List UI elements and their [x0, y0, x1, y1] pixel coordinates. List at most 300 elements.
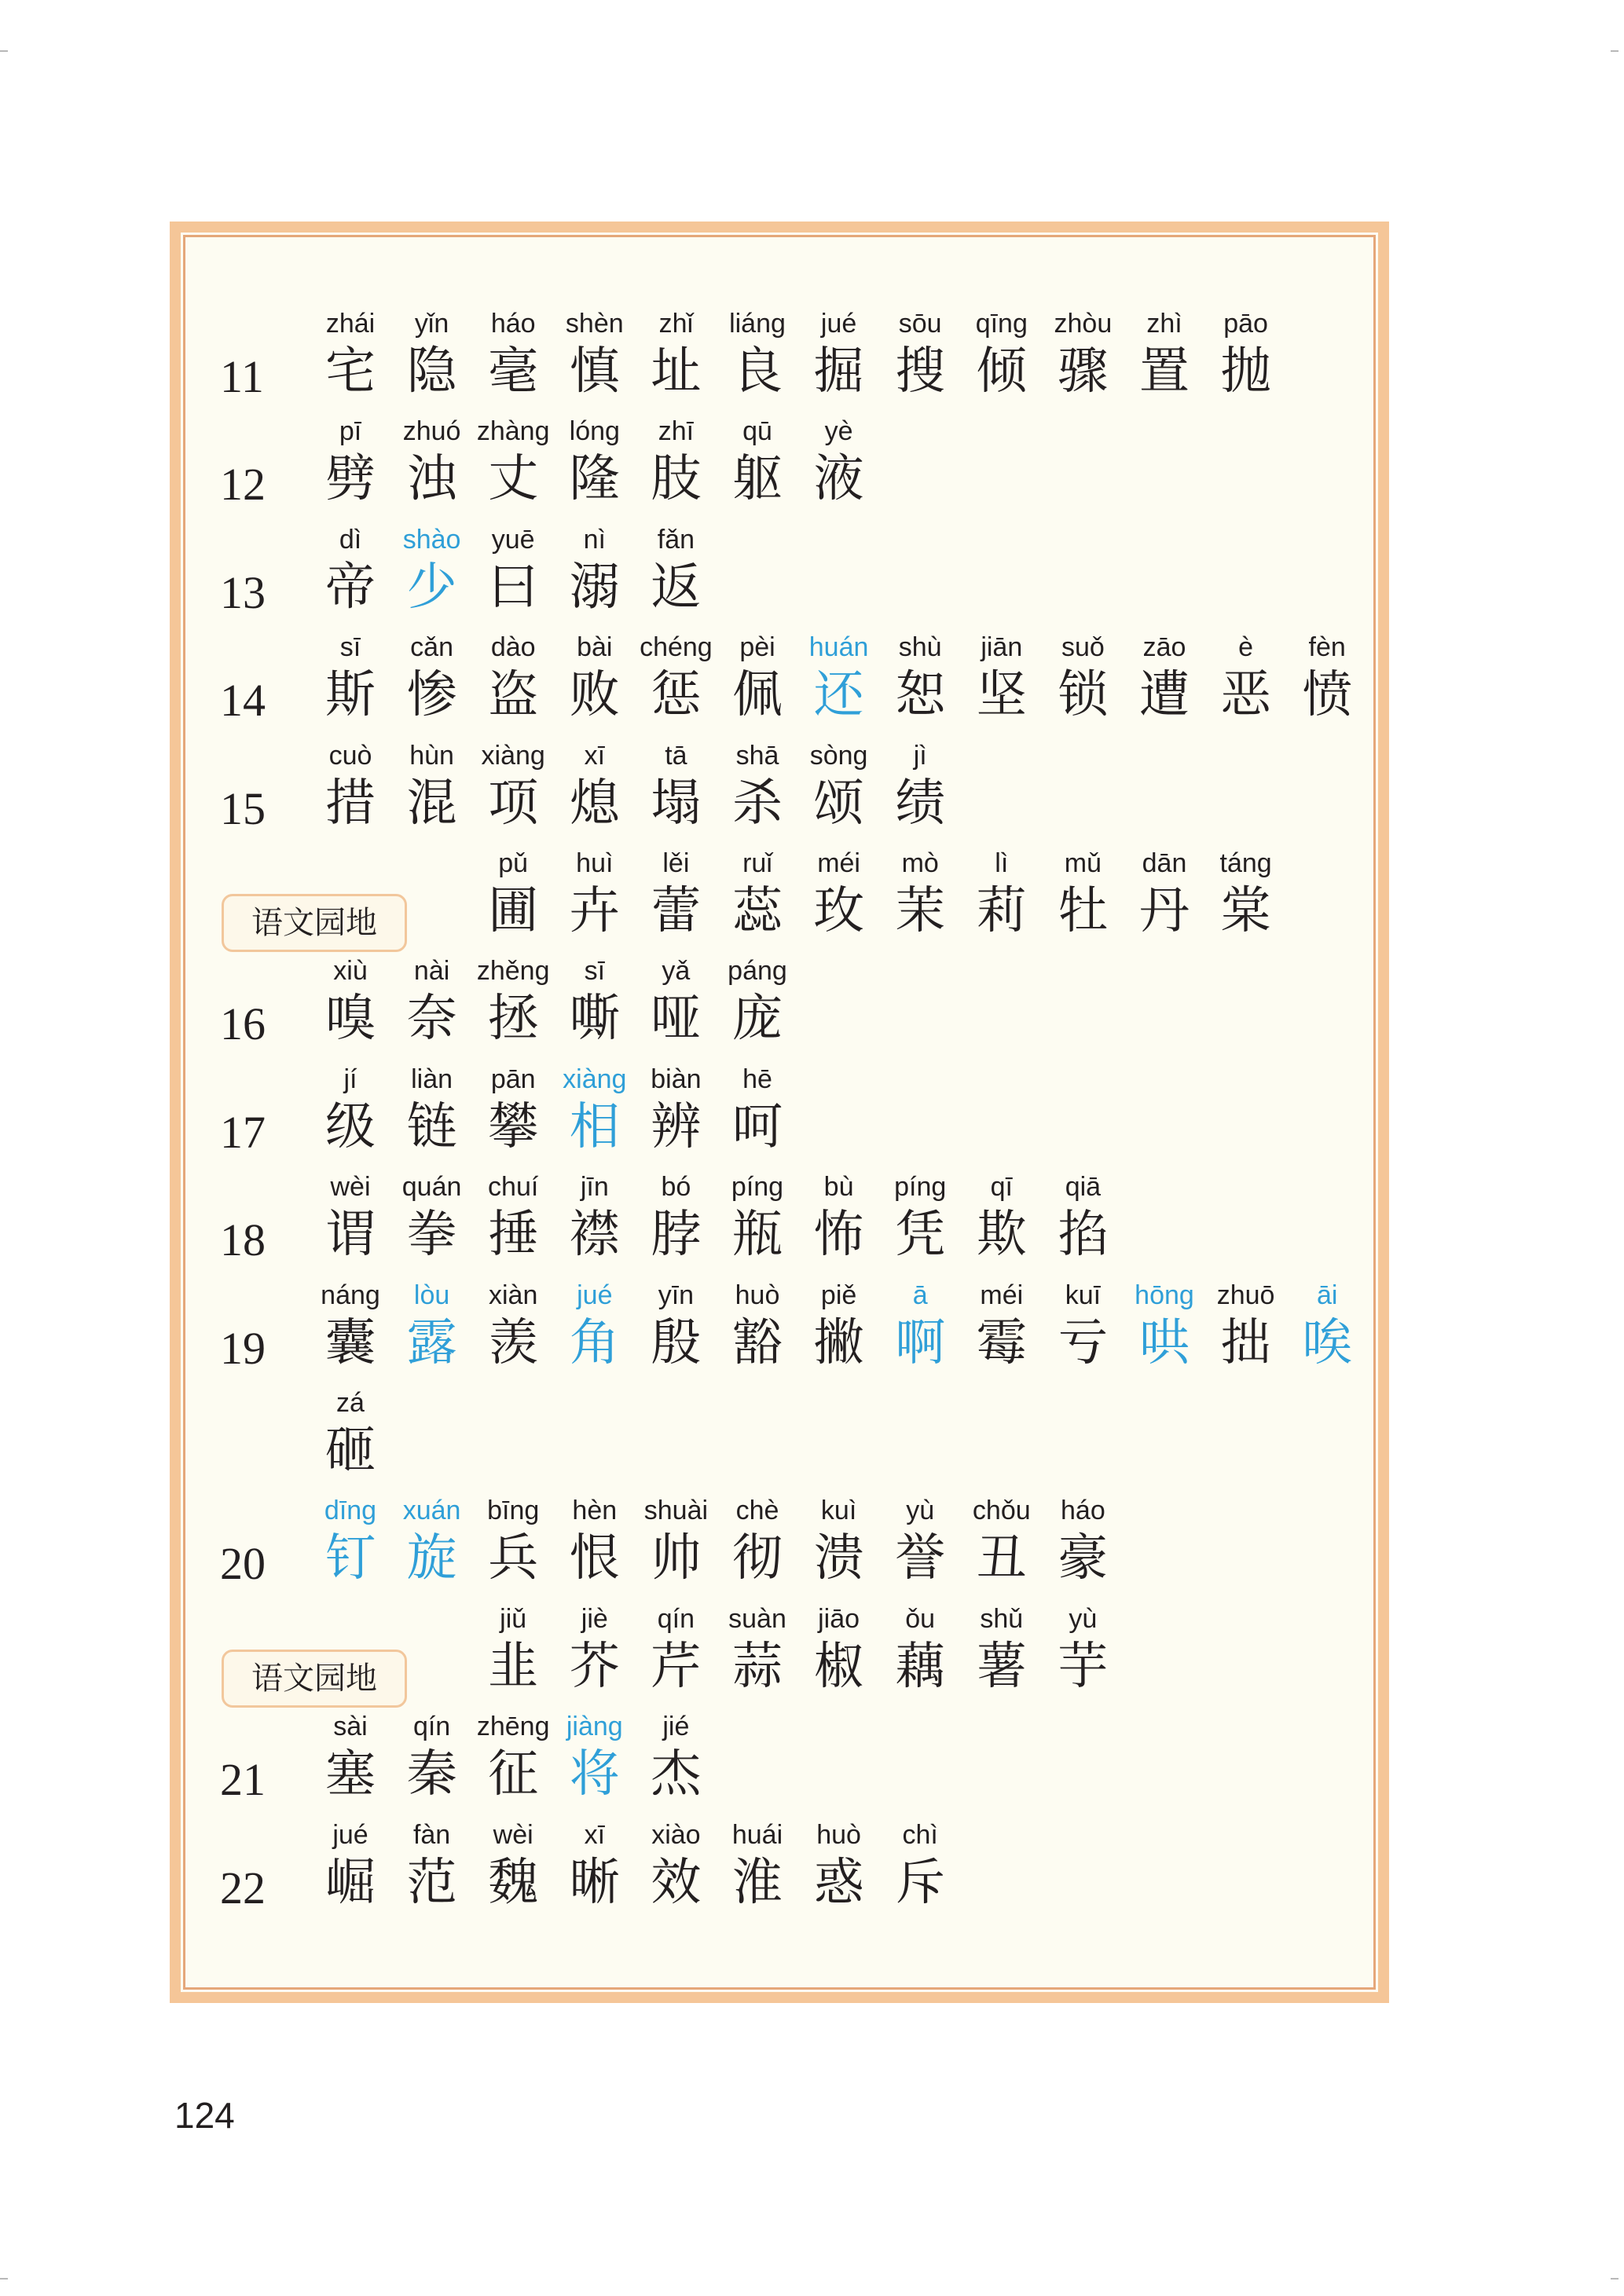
pinyin: jiāo: [818, 1603, 860, 1634]
pinyin: yǐn: [414, 309, 449, 339]
pinyin: xuán: [402, 1496, 461, 1526]
hanzi: 骤: [1058, 342, 1109, 401]
character: [310, 1817, 391, 1924]
hanzi: 熄: [569, 774, 620, 833]
pinyin: jié: [662, 1712, 690, 1742]
hanzi: 相: [569, 1097, 620, 1156]
character: [1042, 1601, 1124, 1708]
pinyin: páng: [728, 956, 787, 987]
hanzi: 哑: [651, 990, 702, 1049]
hanzi: 怖: [813, 1206, 864, 1265]
hanzi: 撇: [813, 1313, 864, 1372]
hanzi: 混: [406, 774, 457, 833]
pinyin: huì: [576, 848, 614, 878]
hanzi: 魏: [488, 1853, 539, 1912]
hanzi: 恨: [569, 1529, 620, 1588]
pinyin: xiào: [651, 1819, 701, 1850]
character: [635, 413, 717, 521]
character: [310, 953, 391, 1060]
polyphonic-character: [310, 1492, 391, 1600]
pinyin: jué: [332, 1819, 368, 1850]
pinyin: qín: [412, 1712, 451, 1742]
pinyin: huái: [731, 1819, 783, 1850]
hanzi: 颂: [813, 774, 864, 833]
hanzi: 嘶: [569, 990, 620, 1049]
pinyin: zhěng: [476, 956, 550, 987]
hanzi: 链: [406, 1097, 457, 1156]
pinyin: dì: [339, 524, 362, 555]
hanzi: 斯: [325, 666, 376, 725]
hanzi: 坚: [976, 666, 1027, 725]
pinyin: pāo: [1223, 309, 1268, 339]
hanzi: 牡: [1058, 882, 1109, 940]
hanzi: 淮: [732, 1853, 783, 1912]
hanzi: 恕: [895, 666, 946, 725]
hanzi: 兵: [488, 1529, 539, 1588]
hanzi: 愤: [1302, 666, 1353, 725]
character: [798, 306, 880, 413]
character: [1124, 306, 1205, 413]
character: [717, 1169, 798, 1276]
hanzi: 呵: [732, 1097, 783, 1156]
pinyin: sài: [333, 1712, 368, 1742]
character: [554, 1601, 636, 1708]
pinyin: shuài: [643, 1496, 709, 1526]
pinyin: chuí: [488, 1172, 539, 1203]
hanzi: 芹: [651, 1637, 702, 1696]
hanzi: 惩: [651, 666, 702, 725]
pinyin: ruǐ: [742, 848, 772, 878]
pinyin: āi: [1316, 1280, 1338, 1310]
pinyin: zhì: [1146, 309, 1182, 339]
pinyin: náng: [321, 1280, 380, 1310]
hanzi: 级: [325, 1097, 376, 1156]
hanzi: 彻: [732, 1529, 783, 1588]
hanzi: 丹: [1139, 882, 1190, 940]
pinyin: quán: [401, 1172, 462, 1203]
pinyin: jué: [577, 1280, 613, 1310]
character: [1042, 845, 1124, 953]
pinyin: fèn: [1308, 632, 1346, 663]
character: [635, 306, 717, 413]
pinyin: pèi: [739, 632, 775, 663]
hanzi: 隆: [569, 450, 620, 509]
character: [717, 738, 798, 845]
lesson-number: 19: [220, 1322, 266, 1374]
character: [472, 1277, 554, 1385]
character: [310, 1277, 391, 1385]
hanzi: 宅: [325, 342, 376, 401]
character: [717, 306, 798, 413]
character: [961, 845, 1043, 953]
character: [961, 1169, 1043, 1276]
hanzi: 液: [813, 450, 864, 509]
lesson-number: 22: [220, 1862, 266, 1913]
pinyin: cuò: [328, 740, 372, 771]
hanzi: 隐: [406, 342, 457, 401]
hanzi: 帅: [651, 1529, 702, 1588]
pinyin: jiǔ: [500, 1603, 527, 1634]
character: [798, 1169, 880, 1276]
character: [554, 629, 636, 737]
hanzi: 卉: [569, 882, 620, 940]
pinyin: dān: [1142, 848, 1187, 878]
pinyin: nì: [583, 524, 606, 555]
pinyin: huán: [808, 632, 869, 663]
hanzi: 棠: [1220, 882, 1271, 940]
hanzi: 豁: [732, 1313, 783, 1372]
pinyin: yù: [1069, 1603, 1098, 1634]
lesson-number: 13: [220, 566, 266, 618]
pinyin: sòng: [809, 740, 868, 771]
hanzi: 溺: [569, 558, 620, 617]
character: [472, 1601, 554, 1708]
polyphonic-character: [1286, 1277, 1368, 1385]
pinyin: lì: [995, 848, 1009, 878]
hanzi: 佩: [732, 666, 783, 725]
pinyin: cǎn: [410, 632, 453, 663]
hanzi: 征: [488, 1745, 539, 1804]
pinyin: jué: [820, 309, 857, 339]
pinyin: kuì: [820, 1496, 857, 1526]
pinyin: méi: [817, 848, 860, 878]
character: [798, 738, 880, 845]
lesson-number: 16: [220, 998, 266, 1050]
hanzi: 锁: [1058, 666, 1109, 725]
character: [635, 629, 717, 737]
character: [879, 1169, 961, 1276]
character: [798, 1492, 880, 1600]
character: [1042, 1492, 1124, 1600]
pinyin: táng: [1219, 848, 1272, 878]
character: [635, 1277, 717, 1385]
hanzi: 韭: [488, 1637, 539, 1696]
character: [310, 738, 391, 845]
lesson-number: 20: [220, 1538, 266, 1590]
pinyin: mò: [901, 848, 939, 878]
hanzi: 蒜: [732, 1637, 783, 1696]
character: [554, 1492, 636, 1600]
character: [310, 1385, 391, 1492]
hanzi: 砸: [325, 1422, 376, 1480]
crop-mark: [1611, 50, 1619, 52]
character: [391, 306, 473, 413]
polyphonic-character: [879, 1277, 961, 1385]
hanzi: 旋: [406, 1529, 457, 1588]
pinyin: zhuó: [402, 416, 461, 447]
character: [961, 1601, 1043, 1708]
hanzi: 遭: [1139, 666, 1190, 725]
hanzi: 范: [406, 1853, 457, 1912]
hanzi: 蕊: [732, 882, 783, 940]
character: [1124, 629, 1205, 737]
pinyin: jí: [343, 1064, 357, 1094]
hanzi: 丈: [488, 450, 539, 509]
polyphonic-character: [554, 1277, 636, 1385]
polyphonic-character: [391, 1277, 473, 1385]
hanzi: 辨: [651, 1097, 702, 1156]
character: [472, 738, 554, 845]
pinyin: qū: [742, 416, 772, 447]
hanzi: 塌: [651, 774, 702, 833]
pinyin: yǎ: [662, 956, 691, 987]
pinyin: pǔ: [498, 848, 529, 878]
pinyin: méi: [980, 1280, 1024, 1310]
pinyin: wèi: [330, 1172, 371, 1203]
character: [635, 522, 717, 629]
hanzi: 拳: [406, 1206, 457, 1265]
character: [310, 1061, 391, 1169]
lesson-number: 11: [220, 351, 264, 402]
character: [310, 522, 391, 629]
pinyin: liáng: [729, 309, 786, 339]
hanzi: 欺: [976, 1206, 1027, 1265]
pinyin: hōng: [1135, 1280, 1194, 1310]
hanzi: 项: [488, 774, 539, 833]
pinyin: nài: [413, 956, 450, 987]
pinyin: jīn: [580, 1172, 609, 1203]
hanzi: 拯: [488, 990, 539, 1049]
hanzi: 崛: [325, 1853, 376, 1912]
hanzi: 薯: [976, 1637, 1027, 1696]
character: [961, 1492, 1043, 1600]
character: [472, 953, 554, 1060]
hanzi: 杰: [651, 1745, 702, 1804]
pinyin: liàn: [411, 1064, 453, 1094]
polyphonic-character: [391, 1492, 473, 1600]
character: [961, 306, 1043, 413]
hanzi: 倾: [976, 342, 1027, 401]
pinyin: bīng: [487, 1496, 540, 1526]
character: [635, 1492, 717, 1600]
crop-mark: [0, 2278, 8, 2280]
pinyin: zāo: [1142, 632, 1186, 663]
pinyin: yè: [824, 416, 853, 447]
pinyin: lóng: [569, 416, 620, 447]
pinyin: xiàng: [563, 1064, 627, 1094]
character: [554, 1817, 636, 1924]
hanzi: 瓶: [732, 1206, 783, 1265]
hanzi: 肢: [651, 450, 702, 509]
hanzi: 谓: [325, 1206, 376, 1265]
hanzi: 浊: [406, 450, 457, 509]
pinyin: pān: [490, 1064, 536, 1094]
pinyin: suǒ: [1061, 632, 1105, 663]
hanzi: 曰: [488, 558, 539, 617]
pinyin: bó: [661, 1172, 691, 1203]
character: [635, 1601, 717, 1708]
character: [1205, 629, 1287, 737]
pinyin: qiā: [1065, 1172, 1102, 1203]
pinyin: zhàng: [476, 416, 550, 447]
pinyin: shèn: [565, 309, 624, 339]
polyphonic-character: [554, 1708, 636, 1816]
pinyin: jiàng: [566, 1712, 623, 1742]
hanzi: 玫: [813, 882, 864, 940]
character: [879, 1817, 961, 1924]
hanzi: 誉: [895, 1529, 946, 1588]
pinyin: qín: [657, 1603, 695, 1634]
hanzi: 掘: [813, 342, 864, 401]
hanzi: 茉: [895, 882, 946, 940]
character: [472, 1708, 554, 1816]
hanzi: 斥: [895, 1853, 946, 1912]
pinyin: yù: [906, 1496, 935, 1526]
pinyin: bài: [577, 632, 613, 663]
pinyin: xī: [584, 1819, 606, 1850]
hanzi: 莉: [976, 882, 1027, 940]
hanzi: 良: [732, 342, 783, 401]
hanzi: 址: [651, 342, 702, 401]
character: [798, 1601, 880, 1708]
hanzi: 帝: [325, 558, 376, 617]
hanzi: 恶: [1220, 666, 1271, 725]
character: [961, 629, 1043, 737]
pinyin: fǎn: [657, 524, 695, 555]
character: [717, 845, 798, 953]
character: [472, 845, 554, 953]
character: [472, 522, 554, 629]
hanzi: 庞: [732, 990, 783, 1049]
polyphonic-character: [554, 1061, 636, 1169]
character: [310, 1169, 391, 1276]
pinyin: piě: [820, 1280, 857, 1310]
pinyin: zhái: [325, 309, 376, 339]
character: [472, 413, 554, 521]
pinyin: qīng: [975, 309, 1028, 339]
hanzi: 霉: [976, 1313, 1027, 1372]
hanzi: 亏: [1058, 1313, 1109, 1372]
lesson-number: 17: [220, 1106, 266, 1158]
pinyin: yīn: [658, 1280, 695, 1310]
hanzi: 躯: [732, 450, 783, 509]
character: [472, 306, 554, 413]
character: [879, 1601, 961, 1708]
pinyin: hùn: [409, 740, 454, 771]
hanzi: 襟: [569, 1206, 620, 1265]
character: [879, 845, 961, 953]
hanzi: 劈: [325, 450, 376, 509]
character: [1205, 1277, 1287, 1385]
character: [717, 1061, 798, 1169]
pinyin: chè: [735, 1496, 779, 1526]
character: [635, 738, 717, 845]
character: [391, 413, 473, 521]
pinyin: mǔ: [1064, 848, 1102, 878]
pinyin: bù: [823, 1172, 854, 1203]
polyphonic-character: [798, 629, 880, 737]
character: [554, 953, 636, 1060]
hanzi: 羡: [488, 1313, 539, 1372]
pinyin: chǒu: [972, 1496, 1031, 1526]
character: [717, 1817, 798, 1924]
pinyin: dào: [490, 632, 536, 663]
hanzi: 置: [1139, 342, 1190, 401]
pinyin: jiè: [581, 1603, 608, 1634]
character: [717, 953, 798, 1060]
garden-label: 语文园地: [222, 1650, 407, 1708]
character: [391, 953, 473, 1060]
character: [472, 1492, 554, 1600]
hanzi: 还: [813, 666, 864, 725]
hanzi: 杀: [732, 774, 783, 833]
lesson-number: 15: [220, 782, 266, 834]
pinyin: hē: [742, 1064, 772, 1094]
character: [554, 845, 636, 953]
page-number: 124: [174, 2095, 235, 2136]
character: [961, 1277, 1043, 1385]
hanzi: 丑: [976, 1529, 1027, 1588]
character: [554, 1169, 636, 1276]
pinyin: chì: [902, 1819, 938, 1850]
pinyin: lěi: [662, 848, 690, 878]
hanzi: 毫: [488, 342, 539, 401]
hanzi: 返: [651, 558, 702, 617]
character-table-frame: [170, 222, 1389, 2003]
hanzi: 脖: [651, 1206, 702, 1265]
character: [554, 522, 636, 629]
character: [717, 1601, 798, 1708]
lesson-number: 14: [220, 675, 266, 727]
pinyin: hèn: [572, 1496, 618, 1526]
character: [1286, 629, 1368, 737]
pinyin: xī: [584, 740, 606, 771]
pinyin: shā: [735, 740, 779, 771]
character: [391, 1708, 473, 1816]
pinyin: sī: [339, 632, 361, 663]
hanzi: 芥: [569, 1637, 620, 1696]
character: [310, 413, 391, 521]
pinyin: jiān: [981, 632, 1023, 663]
hanzi: 败: [569, 666, 620, 725]
character: [879, 738, 961, 845]
pinyin: è: [1238, 632, 1254, 663]
hanzi: 效: [651, 1853, 702, 1912]
pinyin: zhēng: [476, 1712, 550, 1742]
pinyin: zhòu: [1054, 309, 1113, 339]
hanzi: 秦: [406, 1745, 457, 1804]
pinyin: wèi: [493, 1819, 533, 1850]
character: [635, 1061, 717, 1169]
pinyin: sōu: [898, 309, 942, 339]
character: [391, 629, 473, 737]
pinyin: jì: [913, 740, 927, 771]
pinyin: qī: [990, 1172, 1013, 1203]
hanzi: 抛: [1220, 342, 1271, 401]
lesson-number: 21: [220, 1754, 266, 1806]
character: [1042, 1169, 1124, 1276]
pinyin: lòu: [413, 1280, 450, 1310]
hanzi: 唉: [1302, 1313, 1353, 1372]
lesson-number: 12: [220, 459, 266, 511]
hanzi: 囊: [325, 1313, 376, 1372]
hanzi: 啊: [895, 1313, 946, 1372]
hanzi: 措: [325, 774, 376, 833]
pinyin: píng: [894, 1172, 947, 1203]
hanzi: 角: [569, 1313, 620, 1372]
hanzi: 溃: [813, 1529, 864, 1588]
hanzi: 哄: [1139, 1313, 1190, 1372]
pinyin: chéng: [640, 632, 713, 663]
character: [717, 413, 798, 521]
character: [635, 1169, 717, 1276]
pinyin: suàn: [728, 1603, 786, 1634]
hanzi: 藕: [895, 1637, 946, 1696]
hanzi: 殷: [651, 1313, 702, 1372]
character: [391, 1061, 473, 1169]
character: [798, 413, 880, 521]
character: [1205, 306, 1287, 413]
